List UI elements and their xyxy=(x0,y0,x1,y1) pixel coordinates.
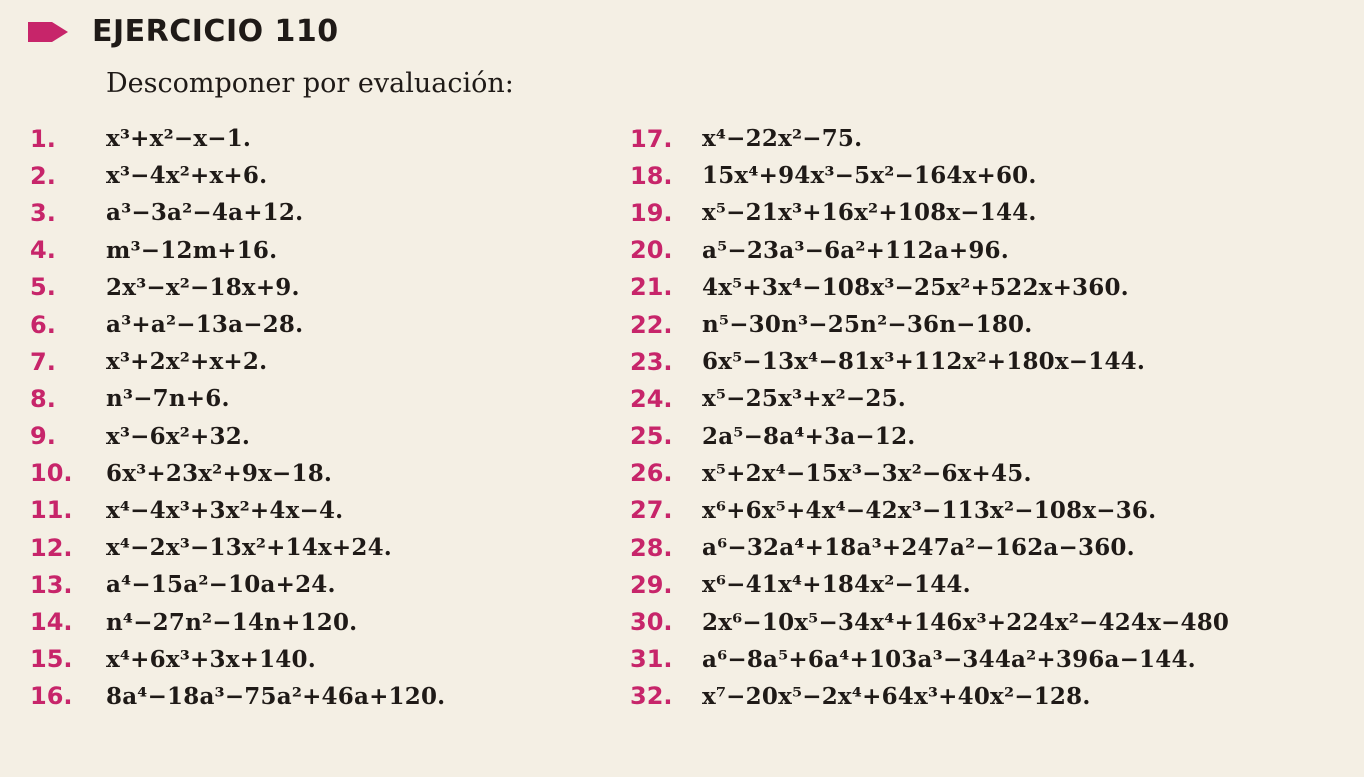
exercise-polynomial: a⁶−8a⁵+6a⁴+103a³−344a²+396a−144. xyxy=(702,645,1196,673)
exercise-number: 24. xyxy=(630,384,673,413)
exercise-number: 12. xyxy=(30,533,73,562)
exercise-item xyxy=(630,455,1229,492)
exercise-polynomial: 6x⁵−13x⁴−81x³+112x²+180x−144. xyxy=(702,348,1146,376)
exercise-polynomial: n⁴−27n²−14n+120. xyxy=(106,608,358,636)
exercise-number: 2. xyxy=(30,161,56,190)
exercise-polynomial: 6x³+23x²+9x−18. xyxy=(106,459,333,487)
exercise-item xyxy=(30,157,445,194)
exercise-number: 6. xyxy=(30,310,56,339)
exercise-polynomial: 8a⁴−18a³−75a²+46a+120. xyxy=(106,682,446,710)
exercise-number: 32. xyxy=(630,682,673,711)
exercise-polynomial: m³−12m+16. xyxy=(106,236,278,264)
exercise-number: 22. xyxy=(630,310,673,339)
exercise-polynomial: 15x⁴+94x³−5x²−164x+60. xyxy=(702,162,1037,190)
exercise-number: 15. xyxy=(30,645,73,674)
exercise-title: EJERCICIO 110 xyxy=(92,14,339,49)
exercise-item xyxy=(30,603,445,640)
exercise-item xyxy=(630,603,1229,640)
exercise-item xyxy=(30,194,445,231)
exercise-number: 1. xyxy=(30,124,56,153)
exercise-number: 10. xyxy=(30,459,73,488)
exercise-item xyxy=(30,343,445,380)
exercise-polynomial: x⁵+2x⁴−15x³−3x²−6x+45. xyxy=(702,459,1032,487)
exercise-polynomial: a³−3a²−4a+12. xyxy=(106,199,304,227)
exercise-polynomial: a³+a²−13a−28. xyxy=(106,311,304,339)
exercise-polynomial: x⁶−41x⁴+184x²−144. xyxy=(702,571,971,599)
exercise-polynomial: 2x⁶−10x⁵−34x⁴+146x³+224x²−424x−480 xyxy=(702,608,1230,636)
exercise-polynomial: x⁵−25x³+x²−25. xyxy=(702,385,906,413)
exercise-item xyxy=(630,269,1229,306)
exercise-polynomial: x⁷−20x⁵−2x⁴+64x³+40x²−128. xyxy=(702,682,1091,710)
exercise-number: 5. xyxy=(30,273,56,302)
exercise-polynomial: x³+x²−x−1. xyxy=(106,125,252,153)
exercise-number: 26. xyxy=(630,459,673,488)
exercise-item xyxy=(30,678,445,715)
exercise-polynomial: 2x³−x²−18x+9. xyxy=(106,273,300,301)
exercise-polynomial: a⁶−32a⁴+18a³+247a²−162a−360. xyxy=(702,534,1135,562)
exercise-polynomial: x⁴−22x²−75. xyxy=(702,125,863,153)
exercise-item xyxy=(630,194,1229,231)
exercise-instruction: Descomponer por evaluación: xyxy=(106,68,514,99)
exercise-polynomial: n³−7n+6. xyxy=(106,385,230,413)
exercise-item xyxy=(30,306,445,343)
pointer-arrow-icon xyxy=(26,18,70,46)
exercise-polynomial: n⁵−30n³−25n²−36n−180. xyxy=(702,311,1033,339)
exercise-item xyxy=(630,232,1229,269)
exercise-polynomial: x³−6x²+32. xyxy=(106,422,251,450)
exercise-number: 21. xyxy=(630,273,673,302)
exercise-item xyxy=(630,306,1229,343)
exercise-number: 27. xyxy=(630,496,673,525)
exercise-polynomial: x⁴+6x³+3x+140. xyxy=(106,645,316,673)
exercise-item xyxy=(30,455,445,492)
exercise-item xyxy=(30,418,445,455)
exercise-number: 20. xyxy=(630,236,673,265)
exercise-item xyxy=(30,120,445,157)
exercise-number: 4. xyxy=(30,236,56,265)
exercise-item xyxy=(30,380,445,417)
exercise-polynomial: 2a⁵−8a⁴+3a−12. xyxy=(702,422,916,450)
exercise-number: 9. xyxy=(30,422,56,451)
exercise-number: 25. xyxy=(630,422,673,451)
exercise-column-right xyxy=(630,120,1229,715)
exercise-item xyxy=(630,678,1229,715)
exercise-number: 31. xyxy=(630,645,673,674)
exercise-number: 29. xyxy=(630,570,673,599)
exercise-item xyxy=(30,641,445,678)
exercise-item xyxy=(630,418,1229,455)
exercise-item xyxy=(630,157,1229,194)
exercise-item xyxy=(30,492,445,529)
exercise-polynomial: 4x⁵+3x⁴−108x³−25x²+522x+360. xyxy=(702,273,1129,301)
exercise-number: 8. xyxy=(30,384,56,413)
exercise-number: 19. xyxy=(630,198,673,227)
exercise-number: 16. xyxy=(30,682,73,711)
exercise-item xyxy=(630,566,1229,603)
exercise-item xyxy=(630,120,1229,157)
exercise-number: 30. xyxy=(630,608,673,637)
exercise-polynomial: x³−4x²+x+6. xyxy=(106,162,268,190)
exercise-number: 18. xyxy=(630,161,673,190)
exercise-item xyxy=(630,492,1229,529)
exercise-number: 11. xyxy=(30,496,73,525)
exercise-polynomial: x⁶+6x⁵+4x⁴−42x³−113x²−108x−36. xyxy=(702,496,1157,524)
exercise-number: 17. xyxy=(630,124,673,153)
exercise-polynomial: x⁴−4x³+3x²+4x−4. xyxy=(106,496,344,524)
exercise-item xyxy=(630,343,1229,380)
exercise-item xyxy=(30,269,445,306)
exercise-item xyxy=(630,641,1229,678)
exercise-column-left xyxy=(30,120,445,715)
exercise-item xyxy=(630,380,1229,417)
exercise-polynomial: x⁵−21x³+16x²+108x−144. xyxy=(702,199,1037,227)
exercise-number: 13. xyxy=(30,570,73,599)
exercise-item xyxy=(30,566,445,603)
exercise-item xyxy=(30,529,445,566)
exercise-header xyxy=(26,14,339,49)
exercise-number: 14. xyxy=(30,608,73,637)
exercise-item xyxy=(30,232,445,269)
exercise-polynomial: x⁴−2x³−13x²+14x+24. xyxy=(106,534,392,562)
exercise-polynomial: x³+2x²+x+2. xyxy=(106,348,268,376)
exercise-item xyxy=(630,529,1229,566)
exercise-polynomial: a⁴−15a²−10a+24. xyxy=(106,571,336,599)
exercise-polynomial: a⁵−23a³−6a²+112a+96. xyxy=(702,236,1009,264)
exercise-number: 23. xyxy=(630,347,673,376)
exercise-number: 7. xyxy=(30,347,56,376)
exercise-number: 3. xyxy=(30,198,56,227)
exercise-number: 28. xyxy=(630,533,673,562)
